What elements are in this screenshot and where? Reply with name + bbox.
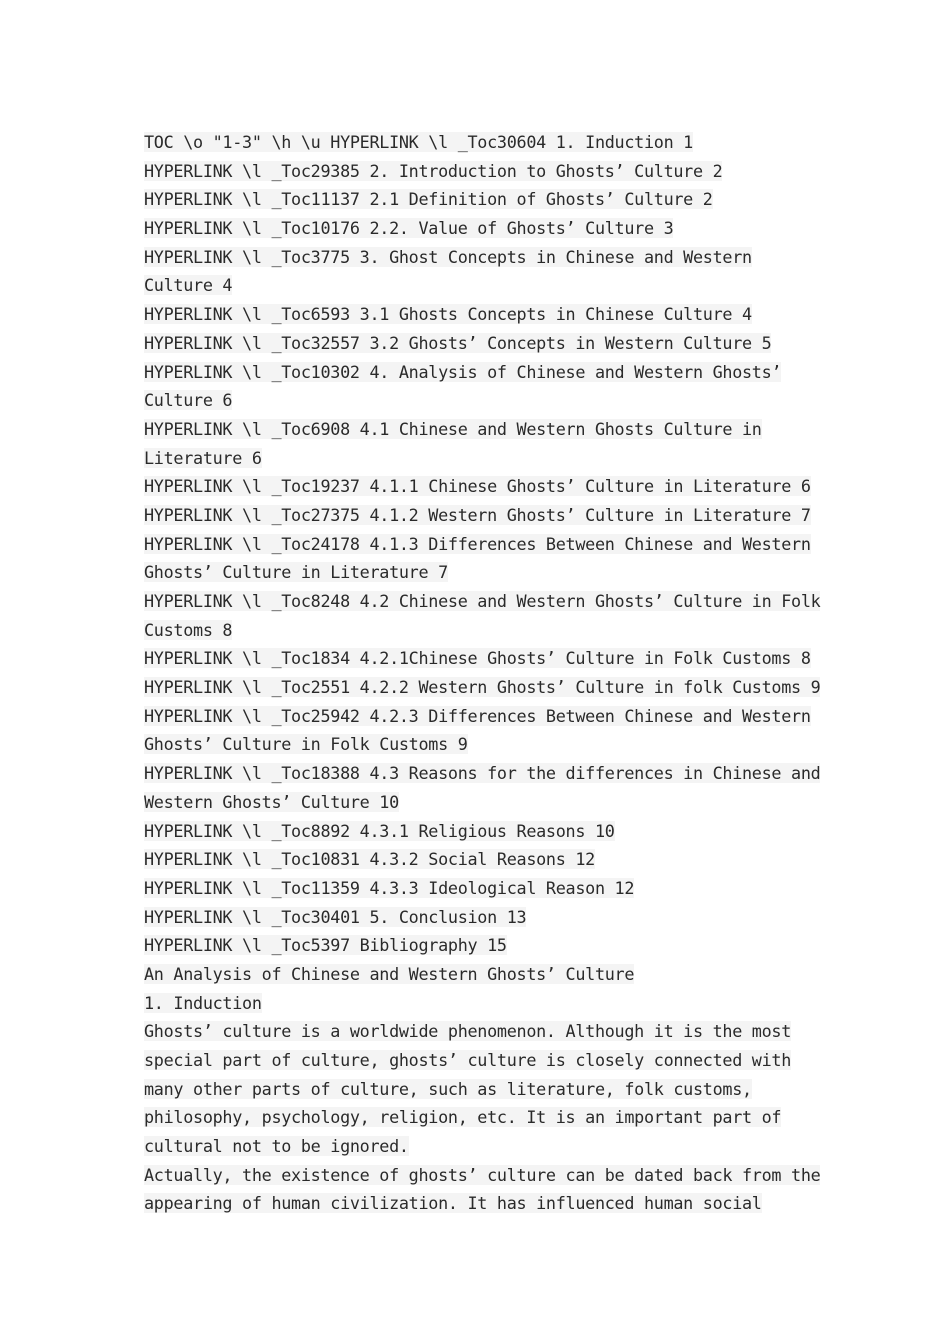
body-text-line: Actually, the existence of ghosts’ culture can be dated back from the <box>144 1164 821 1185</box>
toc-line[interactable]: HYPERLINK \l _Toc24178 4.1.3 Differences Between Chinese and Western <box>144 533 811 554</box>
toc-line[interactable]: HYPERLINK \l _Toc11359 4.3.3 Ideological Reason 12 <box>144 877 635 898</box>
body-text-line: appearing of human civilization. It has influenced human social <box>144 1193 762 1214</box>
toc-line[interactable]: HYPERLINK \l _Toc27375 4.1.2 Western Ghosts’ Culture in Literature 7 <box>144 504 811 525</box>
toc-line[interactable]: Literature 6 <box>144 447 262 468</box>
body-text-line: philosophy, psychology, religion, etc. It is an important part of <box>144 1107 782 1128</box>
toc-line[interactable]: HYPERLINK \l _Toc6593 3.1 Ghosts Concepts in Chinese Culture 4 <box>144 304 752 325</box>
toc-line[interactable]: Ghosts’ Culture in Literature 7 <box>144 562 448 583</box>
document-body <box>144 128 824 1218</box>
toc-line[interactable]: HYPERLINK \l _Toc18388 4.3 Reasons for the differences in Chinese and <box>144 763 821 784</box>
toc-line[interactable]: Culture 6 <box>144 390 233 411</box>
toc-line[interactable]: HYPERLINK \l _Toc30401 5. Conclusion 13 <box>144 906 527 927</box>
toc-line[interactable]: HYPERLINK \l _Toc10831 4.3.2 Social Reasons 12 <box>144 849 595 870</box>
body-text-line: special part of culture, ghosts’ culture is closely connected with <box>144 1050 792 1070</box>
toc-line[interactable]: HYPERLINK \l _Toc29385 2. Introduction to Ghosts’ Culture 2 <box>144 160 723 181</box>
toc-line[interactable]: HYPERLINK \l _Toc3775 3. Ghost Concepts in Chinese and Western <box>144 246 752 267</box>
toc-line[interactable]: HYPERLINK \l _Toc32557 3.2 Ghosts’ Concepts in Western Culture 5 <box>144 332 772 353</box>
section-heading: 1. Induction <box>144 992 262 1013</box>
document-title: An Analysis of Chinese and Western Ghosts’ Culture <box>144 963 635 984</box>
toc-line[interactable]: Ghosts’ Culture in Folk Customs 9 <box>144 734 468 755</box>
toc-line[interactable]: HYPERLINK \l _Toc10176 2.2. Value of Ghosts’ Culture 3 <box>144 218 674 239</box>
body-text-line: many other parts of culture, such as literature, folk customs, <box>144 1078 752 1099</box>
toc-line[interactable]: HYPERLINK \l _Toc1834 4.2.1Chinese Ghosts’ Culture in Folk Customs 8 <box>144 648 811 669</box>
toc-line[interactable]: HYPERLINK \l _Toc2551 4.2.2 Western Ghosts’ Culture in folk Customs 9 <box>144 677 821 698</box>
toc-line[interactable]: HYPERLINK \l _Toc25942 4.2.3 Differences Between Chinese and Western <box>144 705 811 726</box>
toc-line[interactable]: HYPERLINK \l _Toc19237 4.1.1 Chinese Ghosts’ Culture in Literature 6 <box>144 476 811 497</box>
toc-line[interactable]: Culture 4 <box>144 275 233 296</box>
toc-line[interactable]: HYPERLINK \l _Toc8248 4.2 Chinese and Western Ghosts’ Culture in Folk <box>144 591 821 611</box>
toc-line[interactable]: HYPERLINK \l _Toc5397 Bibliography 15 <box>144 935 507 956</box>
toc-line[interactable]: Western Ghosts’ Culture 10 <box>144 791 399 812</box>
toc-line[interactable]: Customs 8 <box>144 619 233 640</box>
toc-line[interactable]: HYPERLINK \l _Toc11137 2.1 Definition of Ghosts’ Culture 2 <box>144 189 713 210</box>
toc-line[interactable]: TOC \o "1-3" \h \u HYPERLINK \l _Toc30604 1. Induction 1 <box>144 132 693 152</box>
toc-line[interactable]: HYPERLINK \l _Toc10302 4. Analysis of Chinese and Western Ghosts’ <box>144 361 782 382</box>
toc-line[interactable]: HYPERLINK \l _Toc8892 4.3.1 Religious Reasons 10 <box>144 820 615 841</box>
toc-line[interactable]: HYPERLINK \l _Toc6908 4.1 Chinese and Western Ghosts Culture in <box>144 418 762 439</box>
body-text-line: cultural not to be ignored. <box>144 1136 409 1157</box>
body-text-line: Ghosts’ culture is a worldwide phenomenon. Although it is the most <box>144 1021 792 1042</box>
